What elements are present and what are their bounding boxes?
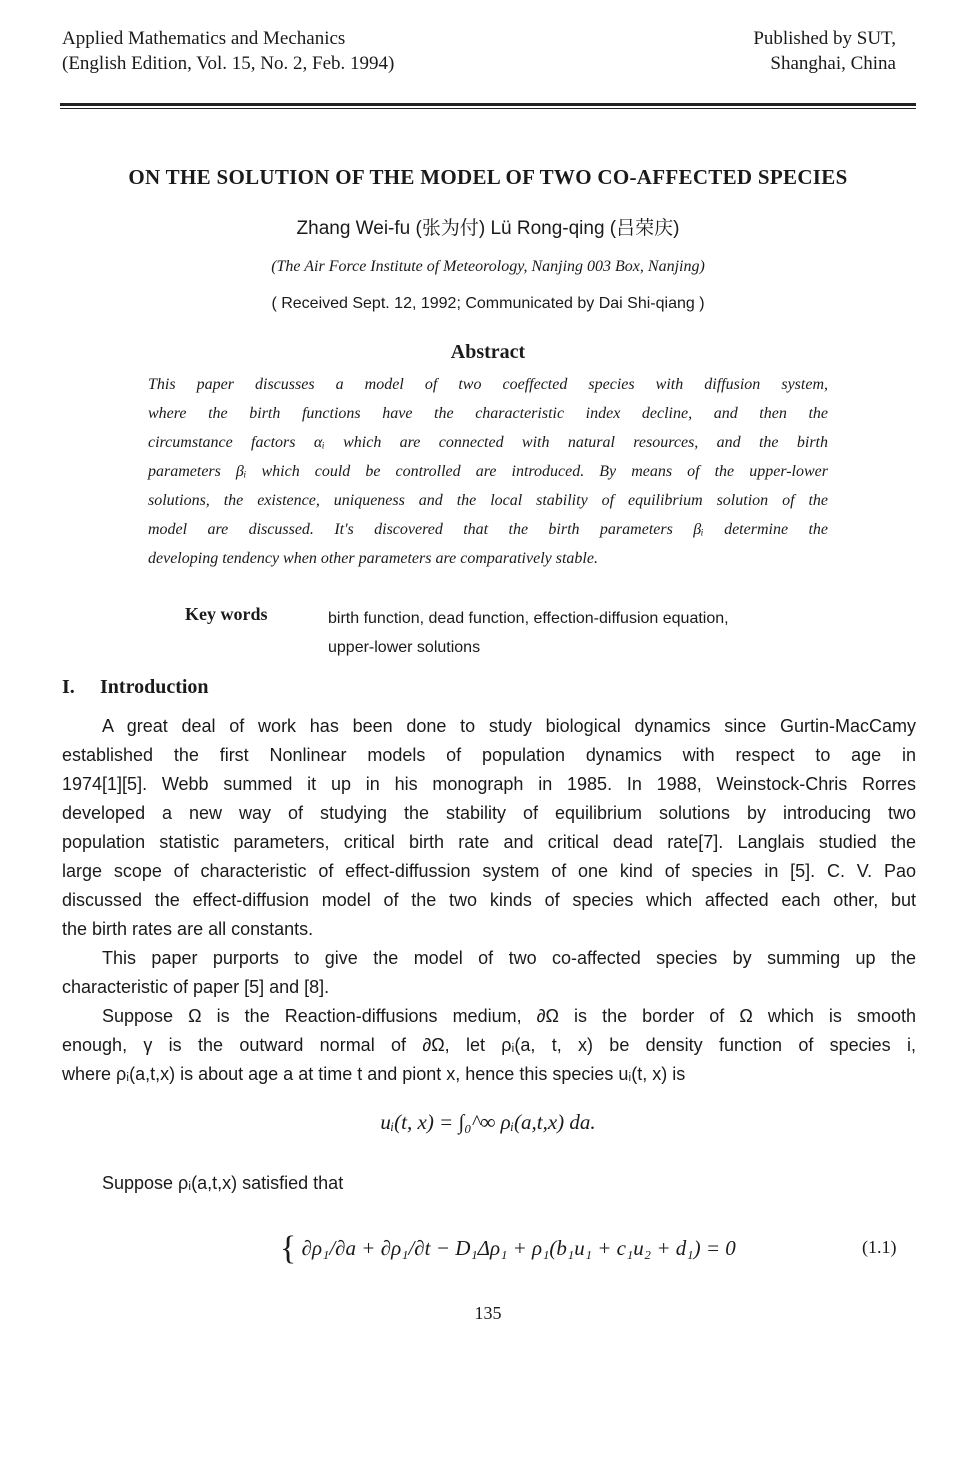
body-line: developed a new way of studying the stability of equilibrium solutions by introducing two: [62, 803, 916, 823]
publisher-header: [753, 26, 896, 76]
keywords-text: [328, 604, 838, 662]
header-rule-thick: [60, 103, 916, 106]
body-line: enough, γ is the outward normal of ∂Ω, let ρᵢ(a, t, x) be density function of species i,: [62, 1035, 916, 1055]
body-line: Suppose Ω is the Reaction-diffusions medium, ∂Ω is the border of Ω which is smooth: [102, 1006, 916, 1026]
body-line: 1974[1][5]. Webb summed it up in his monograph in 1985. In 1988, Weinstock-Chris Rorres: [62, 774, 916, 794]
author-affiliation: (The Air Force Institute of Meteorology, Nanjing 003 Box, Nanjing): [271, 258, 705, 275]
section-title: Introduction: [100, 676, 209, 698]
body-line: This paper purports to give the model of two co-affected species by summing up the: [102, 948, 916, 968]
keywords-label: Key words: [185, 604, 268, 624]
page-number: 135: [474, 1303, 502, 1323]
abstract-line: This paper discusses a model of two coeffected species with diffusion system,: [148, 376, 828, 393]
body-line: where ρᵢ(a,t,x) is about age a at time t and piont x, hence this species uᵢ(t, x) is: [62, 1064, 686, 1084]
section-number: I.: [62, 676, 75, 698]
body-line: established the first Nonlinear models of population dynamics with respect to age in: [62, 745, 916, 765]
body-line: A great deal of work has been done to study biological dynamics since Gurtin-MacCamy: [102, 716, 916, 736]
equation-body: ∂ρ₁/∂a + ∂ρ₁/∂t − D₁Δρ₁ + ρ₁(b₁u₁ + c₁u₂ + d₁) = 0: [301, 1236, 736, 1260]
section-heading: [62, 676, 209, 699]
keywords-line: upper-lower solutions: [328, 639, 481, 656]
abstract-line: circumstance factors αᵢ which are connected with natural resources, and the birth: [148, 434, 828, 451]
body-line: the birth rates are all constants.: [62, 919, 314, 939]
abstract-line: model are discussed. It's discovered that the birth parameters βᵢ determine the: [148, 521, 828, 538]
abstract-line: parameters βᵢ which could be controlled are introduced. By means of the upper-lower: [148, 463, 828, 480]
equation-1-1: [280, 1230, 736, 1268]
received-date: ( Received Sept. 12, 1992; Communicated by Dai Shi-qiang ): [271, 295, 705, 312]
body-line: population statistic parameters, critical birth rate and critical dead rate[7]. Langlais studied the: [62, 832, 916, 852]
publisher-name: Published by SUT,: [753, 28, 896, 49]
equation-population-integral: uᵢ(t, x) = ∫₀^∞ ρᵢ(a,t,x) da.: [380, 1110, 596, 1134]
paper-authors: Zhang Wei-fu (张为付) Lü Rong-qing (吕荣庆): [296, 218, 680, 239]
abstract-line: developing tendency when other parameters are comparatively stable.: [148, 550, 598, 567]
body-line: Suppose ρᵢ(a,t,x) satisfied that: [102, 1173, 344, 1193]
journal-name: Applied Mathematics and Mechanics: [62, 28, 346, 49]
body-line: discussed the effect-diffusion model of the two kinds of species which affected each other, but: [62, 890, 916, 910]
header-rule-thin: [60, 108, 916, 109]
equation-number: (1.1): [862, 1237, 897, 1257]
abstract-line: where the birth functions have the characteristic index decline, and then the: [148, 405, 828, 422]
body-line: characteristic of paper [5] and [8].: [62, 977, 330, 997]
equation-brace: {: [280, 1230, 297, 1267]
abstract-body: [148, 370, 828, 573]
abstract-line: solutions, the existence, uniqueness and the local stability of equilibrium solution of the: [148, 492, 828, 509]
journal-header: [62, 26, 394, 76]
abstract-heading: Abstract: [450, 341, 526, 363]
keywords-line: birth function, dead function, effection-diffusion equation,: [328, 610, 729, 627]
publisher-location: Shanghai, China: [770, 53, 896, 74]
introduction-body: [62, 712, 916, 1089]
journal-edition: (English Edition, Vol. 15, No. 2, Feb. 1994): [62, 53, 395, 74]
paper-title: ON THE SOLUTION OF THE MODEL OF TWO CO-AFFECTED SPECIES: [128, 165, 848, 189]
body-line: large scope of characteristic of effect-diffussion system of one kind of species in [5]. C. V. Pao: [62, 861, 916, 881]
